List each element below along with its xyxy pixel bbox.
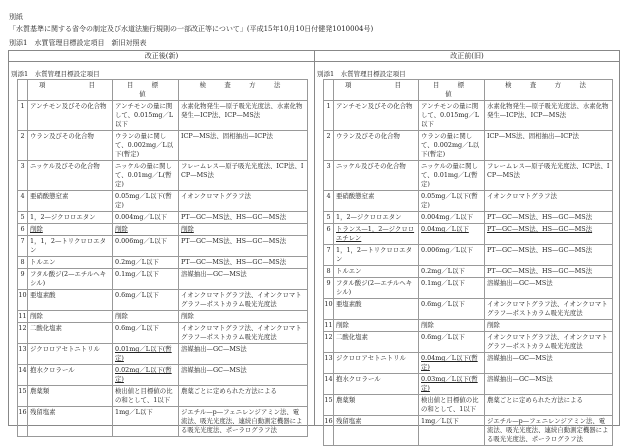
row-method: 溶媒抽出—GC—MS法 xyxy=(485,278,613,299)
row-number: 8 xyxy=(324,266,334,278)
row-item: アンチモン及びその化合物 xyxy=(28,101,113,131)
row-target: 0.2mg／L以下 xyxy=(419,266,485,278)
row-target: 0.6mg／L以下 xyxy=(419,299,485,320)
table-row xyxy=(324,299,613,320)
row-item: 削除 xyxy=(28,224,113,236)
row-target: 0.6mg／L以下 xyxy=(419,332,485,353)
row-method: 農薬ごとに定められた方法による xyxy=(485,395,613,416)
row-target: 削除 xyxy=(113,224,179,236)
col-target: 目 標 値 xyxy=(419,80,485,101)
row-method: フレームレス—原子吸光光度法、ICP法、ICP—MS法 xyxy=(179,161,308,191)
row-target: ニッケルの量に関して、0.01mg／L(暫定) xyxy=(419,161,485,191)
table-row xyxy=(18,269,308,290)
row-method: 削除 xyxy=(485,320,613,332)
row-target: 0.03mg／L以下(暫定) xyxy=(419,374,485,395)
row-method: 溶媒抽出—GC—MS法 xyxy=(485,353,613,374)
row-method: PT—GC—MS法、HS—GC—MS法 xyxy=(485,212,613,224)
row-method: PT—GC—MS法、HS—GC—MS法 xyxy=(485,266,613,278)
row-number: 15 xyxy=(18,386,28,407)
col-method: 検 査 方 法 xyxy=(485,80,613,101)
row-method: PT—GC—MS法、HS—GC—MS法 xyxy=(179,236,308,257)
row-target: 0.05mg／L以下(暫定) xyxy=(419,191,485,212)
row-method: 溶媒抽出—GC—MS法 xyxy=(485,374,613,395)
old-sub-label: 別添1 水質管理目標設定項目 xyxy=(317,70,406,78)
row-target: ウランの量に関して、0.002mg／L以下(暫定) xyxy=(419,131,485,161)
row-item: 残留塩素 xyxy=(28,407,113,437)
row-target: 0.004mg／L以下 xyxy=(113,212,179,224)
table-row xyxy=(18,365,308,386)
row-number: 1 xyxy=(18,101,28,131)
row-number: 16 xyxy=(324,416,334,446)
row-item: 削除 xyxy=(334,320,419,332)
row-item: ニッケル及びその化合物 xyxy=(334,161,419,191)
row-number: 9 xyxy=(18,269,28,290)
row-item: ニッケル及びその化合物 xyxy=(28,161,113,191)
row-target: ニッケルの量に関して、0.01mg／L(暫定) xyxy=(113,161,179,191)
row-item: 抱水クロラール xyxy=(334,374,419,395)
comparison-table xyxy=(8,50,620,443)
row-method: 水素化物発生—原子吸光光度法、水素化物発生—ICP法、ICP—MS法 xyxy=(485,101,613,131)
row-item: 残留塩素 xyxy=(334,416,419,446)
row-target: アンチモンの量に関して、0.015mg／L以下 xyxy=(113,101,179,131)
col-item: 項 目 xyxy=(28,80,113,101)
table-row xyxy=(18,311,308,323)
table-row xyxy=(324,332,613,353)
notice-title: 「水質基準に関する省令の制定及び水道法施行規則の一部改正等について」(平成15年10月10日付健発1010004号) xyxy=(9,25,374,33)
col-method: 検 査 方 法 xyxy=(179,80,308,101)
old-items-table xyxy=(323,79,613,446)
row-target: 0.1mg／L以下 xyxy=(419,278,485,299)
row-method: イオンクロマトグラフ法、イオンクロマトグラフ—ポストカラム吸光光度法 xyxy=(485,299,613,320)
row-target: 0.02mg／L以下(暫定) xyxy=(113,365,179,386)
row-target: 検出値と目標値の比の和として、1以下 xyxy=(113,386,179,407)
table-row xyxy=(324,416,613,446)
row-item: トルエン xyxy=(28,257,113,269)
row-item: 二酸化塩素 xyxy=(28,323,113,344)
column-divider xyxy=(314,51,315,425)
row-number: 16 xyxy=(18,407,28,437)
row-target: 1mg／L以下 xyxy=(419,416,485,446)
row-target: アンチモンの量に関して、0.015mg／L以下 xyxy=(419,101,485,131)
row-target: 削除 xyxy=(419,320,485,332)
row-method: PT—GC—MS法、HS—GC—MS法 xyxy=(179,212,308,224)
row-item: トルエン xyxy=(334,266,419,278)
row-item: アンチモン及びその化合物 xyxy=(334,101,419,131)
table-row xyxy=(324,353,613,374)
row-number: 10 xyxy=(324,299,334,320)
row-item: 亜塩素酸 xyxy=(334,299,419,320)
row-target: 削除 xyxy=(113,311,179,323)
row-item: 農薬類 xyxy=(334,395,419,416)
row-item: 農薬類 xyxy=(28,386,113,407)
row-method: 農薬ごとに定められた方法による xyxy=(179,386,308,407)
table-row xyxy=(324,191,613,212)
row-item: ウラン及びその化合物 xyxy=(334,131,419,161)
table-row xyxy=(324,161,613,191)
table-row xyxy=(18,101,308,131)
row-method: PT—GC—MS法、HS—GC—MS法 xyxy=(179,257,308,269)
row-number: 11 xyxy=(324,320,334,332)
table-row xyxy=(324,374,613,395)
row-method: 削除 xyxy=(179,311,308,323)
row-target: 1mg／L以下 xyxy=(113,407,179,437)
row-target: 0.6mg／L以下 xyxy=(113,290,179,311)
table-row xyxy=(18,323,308,344)
row-target: 0.004mg／L以下 xyxy=(419,212,485,224)
table-row xyxy=(324,245,613,266)
table-row xyxy=(324,131,613,161)
row-target: 0.2mg／L以下 xyxy=(113,257,179,269)
row-item: 1，1，2—トリクロロエタン xyxy=(28,236,113,257)
table-row xyxy=(324,224,613,245)
row-number: 8 xyxy=(18,257,28,269)
row-number: 13 xyxy=(324,353,334,374)
row-method: PT—GC—MS法、HS—GC—MS法 xyxy=(485,224,613,245)
row-target: 0.006mg／L以下 xyxy=(113,236,179,257)
row-method: ジエチル—p—フェニレンジアミン法、電流法、吸光光度法、連続自動測定機器による吸光光度法、ポーラログラフ法 xyxy=(485,416,613,446)
row-item: ジクロロアセトニトリル xyxy=(334,353,419,374)
table-row xyxy=(324,101,613,131)
col-item: 項 目 xyxy=(334,80,419,101)
row-target: 0.05mg／L以下(暫定) xyxy=(113,191,179,212)
row-number: 7 xyxy=(324,245,334,266)
row-method: イオンクロマトグラフ法、イオンクロマトグラフ—ポストカラム吸光光度法 xyxy=(179,323,308,344)
table-row xyxy=(18,236,308,257)
row-number: 2 xyxy=(324,131,334,161)
table-row xyxy=(18,161,308,191)
row-method: 溶媒抽出—GC—MS法 xyxy=(179,269,308,290)
annex-label: 別紙 xyxy=(9,13,23,21)
col-no xyxy=(324,80,334,101)
row-number: 5 xyxy=(324,212,334,224)
row-target: 検出値と目標値の比の和として、1以下 xyxy=(419,395,485,416)
row-number: 11 xyxy=(18,311,28,323)
row-method: ICP—MS法、固相抽出—ICP法 xyxy=(179,131,308,161)
row-item: 削除 xyxy=(28,311,113,323)
row-method: フレームレス—原子吸光光度法、ICP法、ICP—MS法 xyxy=(485,161,613,191)
row-number: 6 xyxy=(324,224,334,245)
table-row xyxy=(18,224,308,236)
new-version-header: 改正後(新) xyxy=(9,51,315,62)
row-item: ウラン及びその化合物 xyxy=(28,131,113,161)
row-method: ICP—MS法、固相抽出—ICP法 xyxy=(485,131,613,161)
row-number: 3 xyxy=(324,161,334,191)
row-number: 7 xyxy=(18,236,28,257)
row-item: フタル酸ジ(2—エチルヘキシル) xyxy=(334,278,419,299)
row-method: 溶媒抽出—GC—MS法 xyxy=(179,344,308,365)
row-number: 14 xyxy=(18,365,28,386)
row-item: ジクロロアセトニトリル xyxy=(28,344,113,365)
old-version-header: 改正前(旧) xyxy=(315,51,619,62)
row-number: 12 xyxy=(18,323,28,344)
row-number: 13 xyxy=(18,344,28,365)
table-row xyxy=(18,257,308,269)
table-row xyxy=(18,407,308,437)
row-number: 2 xyxy=(18,131,28,161)
row-target: 0.6mg／L以下 xyxy=(113,323,179,344)
table-row xyxy=(18,131,308,161)
row-item: トランス—1，2—ジクロロエチレン xyxy=(334,224,419,245)
row-target: 0.006mg／L以下 xyxy=(419,245,485,266)
row-number: 12 xyxy=(324,332,334,353)
table-row xyxy=(324,278,613,299)
row-number: 3 xyxy=(18,161,28,191)
row-number: 10 xyxy=(18,290,28,311)
row-target: 0.01mg／L以下(暫定) xyxy=(113,344,179,365)
table-row xyxy=(18,386,308,407)
table-row xyxy=(18,191,308,212)
row-number: 4 xyxy=(18,191,28,212)
col-target: 目 標 値 xyxy=(113,80,179,101)
row-number: 9 xyxy=(324,278,334,299)
table-row xyxy=(324,320,613,332)
row-method: 水素化物発生—原子吸光光度法、水素化物発生—ICP法、ICP—MS法 xyxy=(179,101,308,131)
row-item: 亜塩素酸 xyxy=(28,290,113,311)
row-item: 二酸化塩素 xyxy=(334,332,419,353)
row-method: ジエチル—p—フェニレンジアミン法、電流法、吸光光度法、連続自動測定機器による吸光光度法、ポーラログラフ法 xyxy=(179,407,308,437)
table-header-row xyxy=(324,80,613,101)
row-item: フタル酸ジ(2—エチルヘキシル) xyxy=(28,269,113,290)
table-row xyxy=(324,266,613,278)
row-target: 0.04mg／L以下 xyxy=(419,224,485,245)
row-item: 1，2—ジクロロエタン xyxy=(28,212,113,224)
row-target: ウランの量に関して、0.002mg／L以下(暫定) xyxy=(113,131,179,161)
row-method: イオンクロマトグラフ法、イオンクロマトグラフ—ポストカラム吸光光度法 xyxy=(179,290,308,311)
row-number: 1 xyxy=(324,101,334,131)
row-number: 5 xyxy=(18,212,28,224)
row-number: 15 xyxy=(324,395,334,416)
table-row xyxy=(18,344,308,365)
table-header-row xyxy=(18,80,308,101)
table-row xyxy=(18,212,308,224)
col-no xyxy=(18,80,28,101)
row-target: 0.04mg／L以下(暫定) xyxy=(419,353,485,374)
table-caption: 別添1 水質管理目標設定項目 新旧対照表 xyxy=(9,39,147,47)
new-sub-label: 別添1 水質管理目標設定項目 xyxy=(11,70,100,78)
row-item: 亜硝酸態窒素 xyxy=(334,191,419,212)
new-items-table xyxy=(17,79,308,437)
row-item: 抱水クロラール xyxy=(28,365,113,386)
table-row xyxy=(324,212,613,224)
row-method: 溶媒抽出—GC—MS法 xyxy=(179,365,308,386)
row-item: 1，1，2—トリクロロエタン xyxy=(334,245,419,266)
row-method: イオンクロマトグラフ法 xyxy=(485,191,613,212)
row-item: 亜硝酸態窒素 xyxy=(28,191,113,212)
row-method: イオンクロマトグラフ法 xyxy=(179,191,308,212)
row-method: 削除 xyxy=(179,224,308,236)
table-row xyxy=(324,395,613,416)
row-number: 14 xyxy=(324,374,334,395)
row-method: イオンクロマトグラフ法、イオンクロマトグラフ—ポストカラム吸光光度法 xyxy=(485,332,613,353)
row-number: 4 xyxy=(324,191,334,212)
row-method: PT—GC—MS法、HS—GC—MS法 xyxy=(485,245,613,266)
row-target: 0.1mg／L以下 xyxy=(113,269,179,290)
row-number: 6 xyxy=(18,224,28,236)
row-item: 1，2—ジクロロエタン xyxy=(334,212,419,224)
table-row xyxy=(18,290,308,311)
